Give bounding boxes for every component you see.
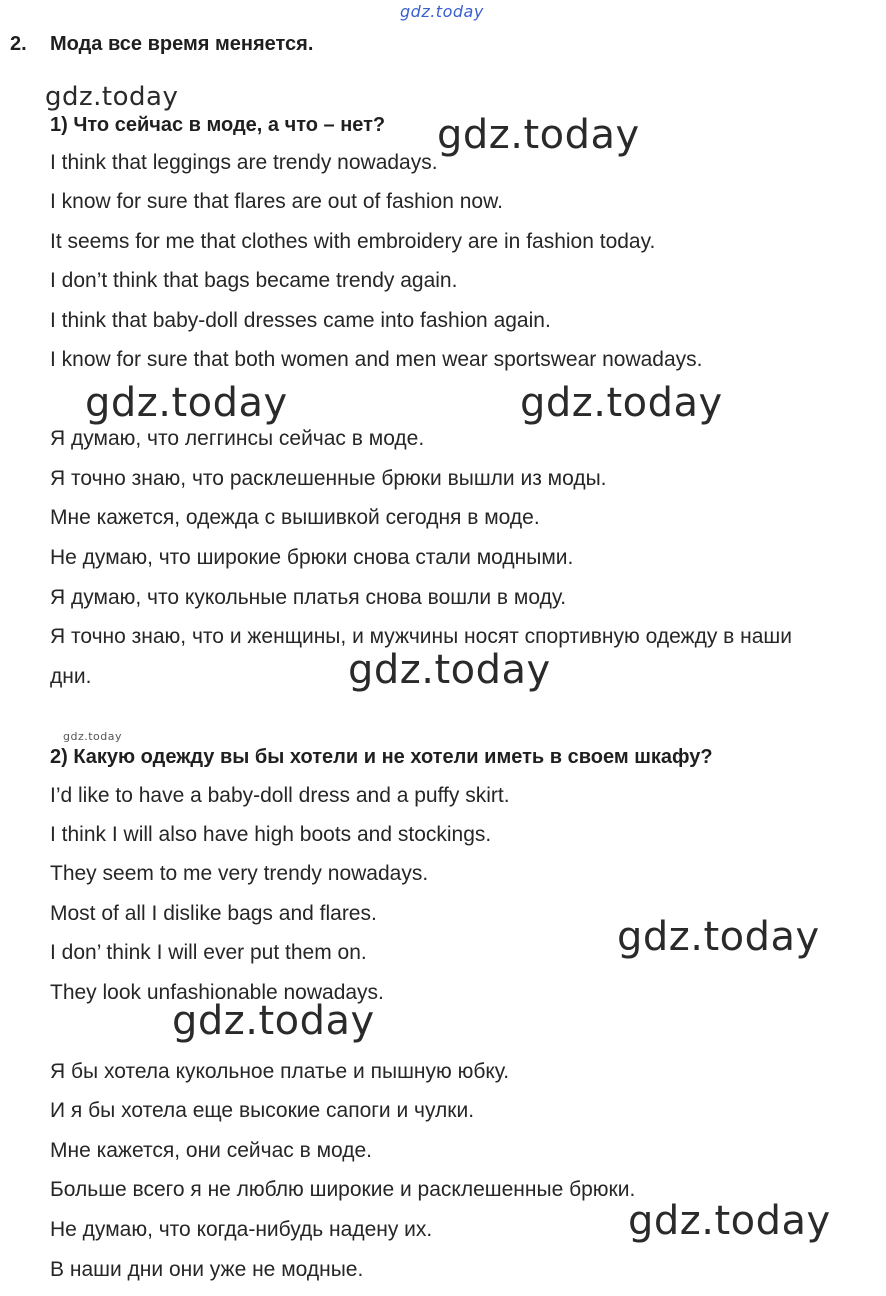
answer-line-en: I don’ think I will ever put them on. xyxy=(50,941,367,964)
answer-line-ru: Я точно знаю, что расклешенные брюки вышли из моды. xyxy=(50,467,607,490)
answer-line-ru: Я точно знаю, что и женщины, и мужчины носят спортивную одежду в наши xyxy=(50,625,793,648)
exercise-title: Мода все время меняется. xyxy=(50,33,314,55)
answer-line-en: They look unfashionable nowadays. xyxy=(50,981,384,1004)
answer-line-ru: Мне кажется, одежда с вышивкой сегодня в моде. xyxy=(50,506,540,529)
answer-line-en: I know for sure that flares are out of fashion now. xyxy=(50,190,503,213)
question-2: 2) Какую одежду вы бы хотели и не хотели иметь в своем шкафу? xyxy=(50,746,713,768)
watermark: gdz.today xyxy=(628,1198,831,1244)
question-1: 1) Что сейчас в моде, а что – нет? xyxy=(50,114,386,136)
answer-line-en: I know for sure that both women and men wear sportswear nowadays. xyxy=(50,348,703,371)
answer-line-ru: Больше всего я не люблю широкие и расклешенные брюки. xyxy=(50,1178,636,1201)
watermark: gdz.today xyxy=(520,380,723,426)
answer-line-ru: Не думаю, что когда-нибудь надену их. xyxy=(50,1218,433,1241)
watermark: gdz.today xyxy=(437,112,640,158)
answer-line-ru: В наши дни они уже не модные. xyxy=(50,1258,364,1281)
answer-line-en: They seem to me very trendy nowadays. xyxy=(50,862,429,885)
answer-line-ru: Мне кажется, они сейчас в моде. xyxy=(50,1139,373,1162)
answer-line-ru: Я думаю, что леггинсы сейчас в моде. xyxy=(50,427,425,450)
watermark: gdz.today xyxy=(63,730,123,743)
answer-line-ru: И я бы хотела еще высокие сапоги и чулки. xyxy=(50,1099,475,1122)
answer-line-en: I’d like to have a baby-doll dress and a puffy skirt. xyxy=(50,784,510,807)
watermark: gdz.today xyxy=(45,82,179,112)
exercise-number: 2. xyxy=(10,33,27,55)
answer-line-ru: Я бы хотела кукольное платье и пышную юбку. xyxy=(50,1060,510,1083)
answer-line-en: I think that leggings are trendy nowadays. xyxy=(50,151,438,174)
watermark: gdz.today xyxy=(172,998,375,1044)
watermark: gdz.today xyxy=(348,647,551,693)
answer-line-ru: Я думаю, что кукольные платья снова вошли в моду. xyxy=(50,586,567,609)
answer-line-en: It seems for me that clothes with embroidery are in fashion today. xyxy=(50,230,656,253)
answer-line-ru: дни. xyxy=(50,665,92,688)
answer-line-en: I don’t think that bags became trendy again. xyxy=(50,269,458,292)
answer-line-en: I think I will also have high boots and stockings. xyxy=(50,823,492,846)
answer-line-en: I think that baby-doll dresses came into fashion again. xyxy=(50,309,551,332)
answer-line-ru: Не думаю, что широкие брюки снова стали модными. xyxy=(50,546,574,569)
watermark: gdz.today xyxy=(85,380,288,426)
watermark: gdz.today xyxy=(400,2,484,21)
answer-line-en: Most of all I dislike bags and flares. xyxy=(50,902,377,925)
watermark: gdz.today xyxy=(617,914,820,960)
